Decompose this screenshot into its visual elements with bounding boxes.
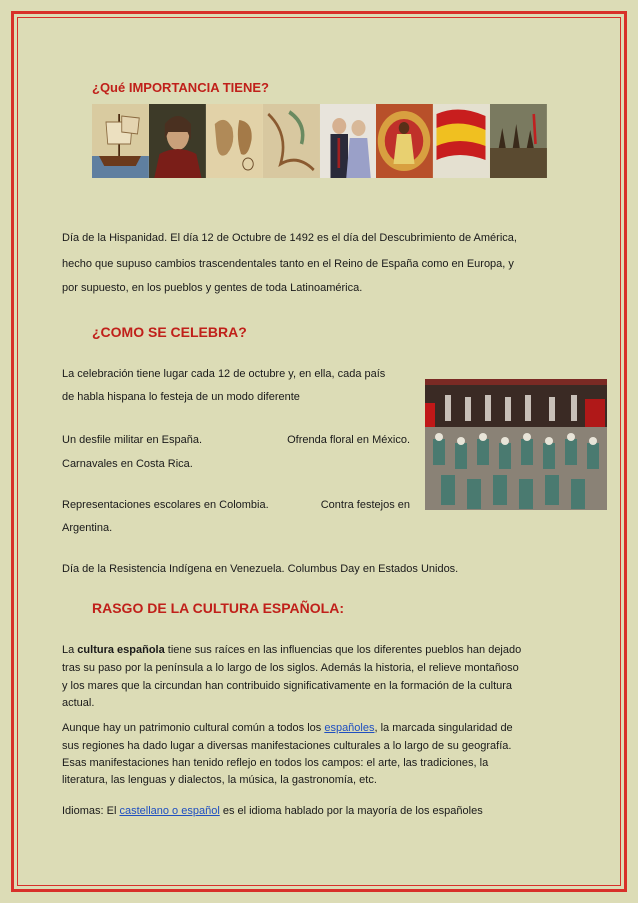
celebration-item-2 — [62, 499, 410, 511]
culture-p1-prefix: La — [62, 644, 78, 656]
castellano-link[interactable]: castellano o español — [119, 805, 220, 817]
celebration-line-2: de habla hispana lo festeja de un modo diferente — [62, 391, 300, 403]
culture-p1-line-3: y los mares que la circundan han contribuido significativamente en la formación de la cultura — [62, 680, 513, 692]
culture-p1-line-1 — [62, 644, 521, 656]
culture-p1-line-4: actual. — [62, 697, 95, 709]
intro-line-2: hecho que supuso cambios trascendentales tanto en el Reino de España como en Europa, y — [62, 258, 514, 270]
heading-celebration: ¿COMO SE CELEBRA? — [92, 324, 247, 340]
intro-line-1: Día de la Hispanidad. El día 12 de Octubre de 1492 es el día del Descubrimiento de América, — [62, 232, 517, 244]
military-parade-photo — [425, 379, 607, 510]
celebration-mexico: Ofrenda floral en México. — [287, 434, 410, 446]
celebration-colombia: Representaciones escolares en Colombia. — [62, 499, 269, 511]
culture-p2-line-1 — [62, 722, 513, 734]
celebration-venezuela-usa: Día de la Resistencia Indígena en Venezuela. Columbus Day en Estados Unidos. — [62, 563, 459, 575]
culture-p2-line-4: literatura, las lenguas y dialectos, la música, la gastronomía, etc. — [62, 774, 377, 786]
culture-p1-rest: tiene sus raíces en las influencias que los diferentes pueblos han dejado — [164, 644, 522, 656]
banner-old-map-image — [206, 104, 263, 178]
banner-map-detail-image — [263, 104, 320, 178]
banner-virgin-pilar-image — [376, 104, 433, 178]
culture-bold-term: cultura española — [77, 644, 165, 656]
hispanidad-banner-image — [92, 104, 547, 178]
intro-line-3: por supuesto, en los pueblos y gentes de toda Latinoamérica. — [62, 282, 363, 294]
espanoles-link[interactable]: españoles — [324, 722, 375, 734]
culture-languages-line — [62, 805, 483, 817]
heading-culture: RASGO DE LA CULTURA ESPAÑOLA: — [92, 600, 344, 616]
culture-p2-line-2: sus regiones ha dado lugar a diversas manifestaciones culturales a lo largo de su geografía. — [62, 740, 512, 752]
culture-p2-line-3: Esas manifestaciones han tenido reflejo en todos los campos: el arte, las tradiciones, la — [62, 757, 489, 769]
banner-ship-image — [92, 104, 149, 178]
languages-prefix: Idiomas: El — [62, 805, 120, 817]
banner-conquest-painting-image — [490, 104, 547, 178]
culture-p1-line-2: tras su paso por la península a lo largo de los siglos. Además la historia, el relieve montañoso — [62, 662, 519, 674]
celebration-argentina: Contra festejos en — [320, 499, 410, 511]
celebration-item-1 — [62, 434, 410, 446]
heading-importance: ¿Qué IMPORTANCIA TIENE? — [92, 80, 269, 95]
banner-spanish-flags-image — [433, 104, 490, 178]
culture-p2-prefix: Aunque hay un patrimonio cultural común a todos los — [62, 722, 325, 734]
celebration-spain: Un desfile militar en España. — [62, 434, 203, 446]
banner-columbus-portrait-image — [149, 104, 206, 178]
banner-royal-couple-image — [320, 104, 377, 178]
celebration-line-1: La celebración tiene lugar cada 12 de octubre y, en ella, cada país — [62, 368, 386, 380]
celebration-costa-rica: Carnavales en Costa Rica. — [62, 458, 193, 470]
languages-suffix: es el idioma hablado por la mayoría de los españoles — [219, 805, 483, 817]
culture-p2-suffix: , la marcada singularidad de — [374, 722, 513, 734]
celebration-argentina-end: Argentina. — [62, 522, 113, 534]
